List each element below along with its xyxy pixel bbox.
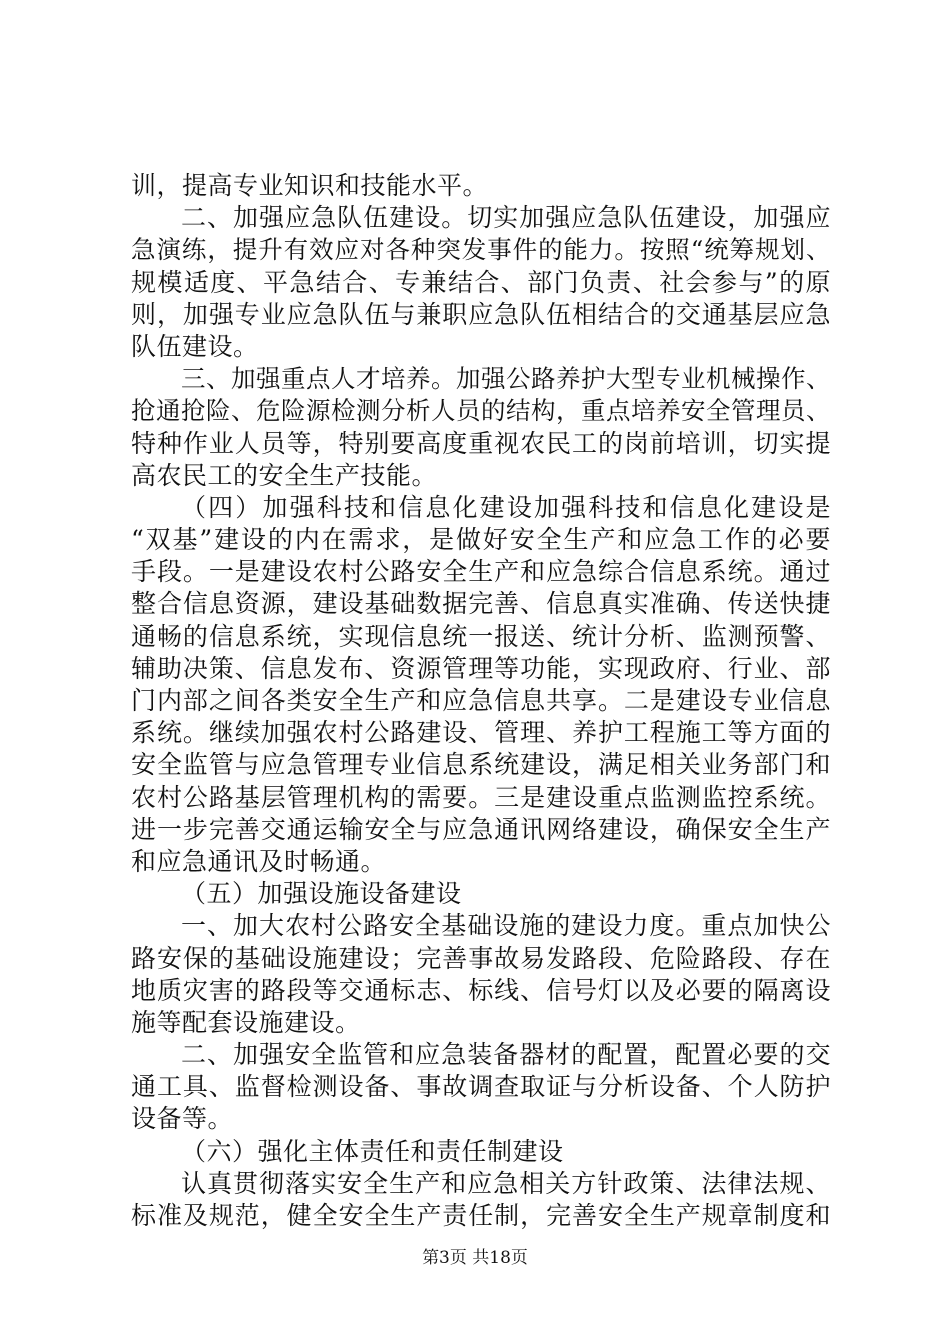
text-line: 通工具、监督检测设备、事故调查取证与分析设备、个人防护 (131, 1072, 831, 1102)
text-line: 地质灾害的路段等交通标志、标线、信号灯以及必要的隔离设 (131, 975, 831, 1005)
text-line: 辅助决策、信息发布、资源管理等功能，实现政府、行业、部 (131, 653, 831, 683)
text-line: 则，加强专业应急队伍与兼职应急队伍相结合的交通基层应急 (131, 299, 831, 329)
text-line: （六）强化主体责任和责任制建设 (181, 1136, 564, 1166)
text-line: 队伍建设。 (131, 331, 259, 361)
document-body (131, 170, 831, 1232)
text-line: 通畅的信息系统，实现信息统一报送、统计分析、监测预警、 (131, 621, 831, 651)
text-line: “双基”建设的内在需求，是做好安全生产和应急工作的必要 (131, 525, 831, 555)
text-line: 二、加强应急队伍建设。切实加强应急队伍建设，加强应 (181, 203, 831, 233)
text-line: 农村公路基层管理机构的需要。三是建设重点监测监控系统。 (131, 782, 831, 812)
text-line: 特种作业人员等，特别要高度重视农民工的岗前培训，切实提 (131, 428, 831, 458)
text-line: 进一步完善交通运输安全与应急通讯网络建设，确保安全生产 (131, 814, 831, 844)
text-line: 认真贯彻落实安全生产和应急相关方针政策、法律法规、 (181, 1168, 831, 1198)
text-line: （四）加强科技和信息化建设加强科技和信息化建设是 (181, 492, 831, 522)
text-line: 施等配套设施建设。 (131, 1007, 361, 1037)
text-line: 和应急通讯及时畅通。 (131, 846, 387, 876)
text-line: 路安保的基础设施建设；完善事故易发路段、危险路段、存在 (131, 943, 831, 973)
text-line: 二、加强安全监管和应急装备器材的配置，配置必要的交 (181, 1040, 831, 1070)
text-line: 抢通抢险、危险源检测分析人员的结构，重点培养安全管理员、 (131, 396, 831, 426)
text-line: 一、加大农村公路安全基础设施的建设力度。重点加快公 (181, 911, 831, 941)
page-footer: 第3页 共18页 (422, 1248, 528, 1268)
text-line: 手段。一是建设农村公路安全生产和应急综合信息系统。通过 (131, 557, 831, 587)
text-line: 标准及规范，健全安全生产责任制，完善安全生产规章制度和 (131, 1201, 831, 1230)
text-line: 急演练，提升有效应对各种突发事件的能力。按照“统筹规划、 (131, 235, 831, 265)
text-line: 规模适度、平急结合、专兼结合、部门负责、社会参与”的原 (131, 267, 831, 297)
text-line: 三、加强重点人才培养。加强公路养护大型专业机械操作、 (181, 364, 831, 394)
text-line: 系统。继续加强农村公路建设、管理、养护工程施工等方面的 (131, 718, 831, 748)
text-line: 高农民工的安全生产技能。 (131, 460, 438, 490)
text-line: 整合信息资源，建设基础数据完善、信息真实准确、传送快捷 (131, 589, 831, 619)
text-line: 安全监管与应急管理专业信息系统建设，满足相关业务部门和 (131, 750, 831, 780)
text-line: （五）加强设施设备建设 (181, 879, 462, 909)
text-line: 训，提高专业知识和技能水平。 (131, 171, 489, 200)
text-line: 门内部之间各类安全生产和应急信息共享。二是建设专业信息 (131, 686, 831, 715)
text-line: 设备等。 (131, 1104, 234, 1134)
